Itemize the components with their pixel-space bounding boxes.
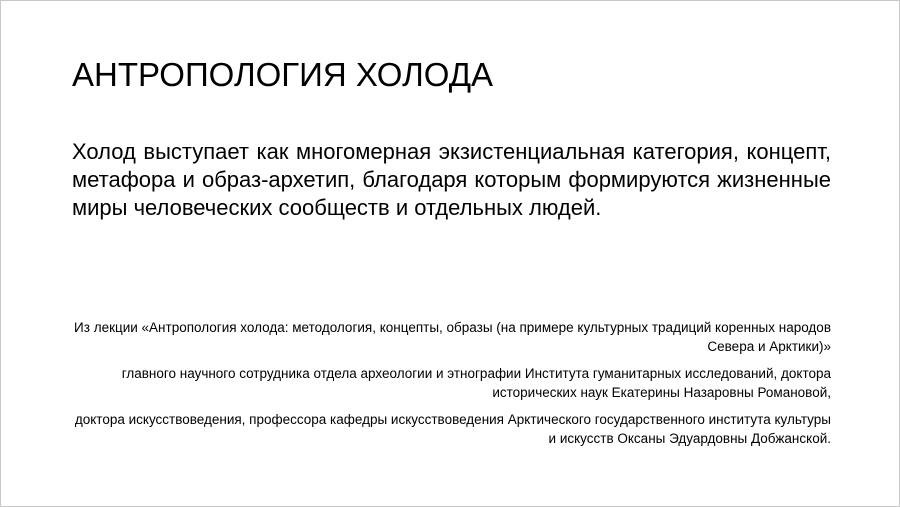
slide-body-text: Холод выступает как многомерная экзистенциальная категория, концепт, метафора и образ-архетип, благодаря которым формируются жизненные миры человеческих сообществ и отдельных людей.: [72, 139, 831, 220]
lecture-credits: [72, 318, 831, 456]
credit-author-romanova: главного научного сотрудника отдела археологии и этнографии Института гуманитарных исследований, доктора исторических наук Екатерины Назаровны Романовой,: [121, 366, 831, 400]
slide-title: АНТРОПОЛОГИЯ ХОЛОДА: [72, 56, 494, 93]
credit-lecture-source: Из лекции «Антропология холода: методология, концепты, образы (на примере культурных традиций коренных народов Севера и Арктики)»: [74, 320, 831, 354]
credit-author-dobzhanskaya: доктора искусствоведения, профессора кафедры искусствоведения Арктического государственного института культуры и искусств Оксаны Эдуардовны Добжанской.: [74, 412, 831, 446]
